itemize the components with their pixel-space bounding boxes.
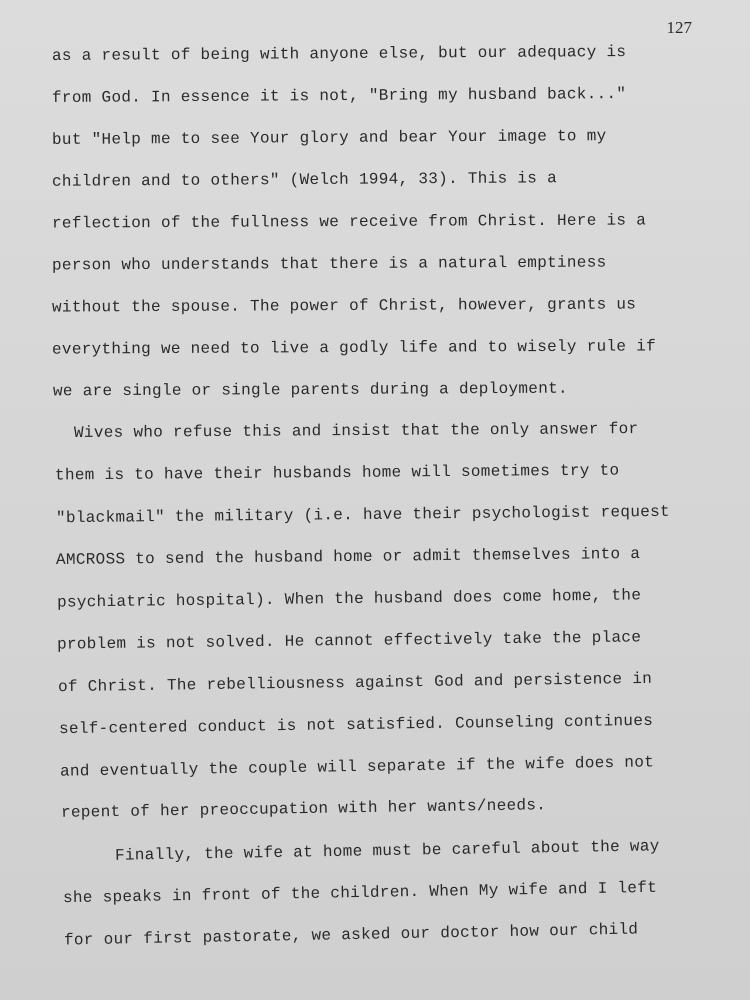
text-line: Wives who refuse this and insist that the only answer for <box>73 420 639 442</box>
text-line: children and to others" (Welch 1994, 33). This is a <box>51 169 558 191</box>
text-line: problem is not solved. He cannot effectively take the place <box>56 628 642 654</box>
text-line: Finally, the wife at home must be careful about the way <box>114 837 660 865</box>
page-number: 127 <box>666 18 692 37</box>
text-line: reflection of the fullness we receive from Christ. Here is a <box>51 211 647 233</box>
text-line: from God. In essence it is not, "Bring my husband back..." <box>51 84 627 108</box>
text-line: but "Help me to see Your glory and bear Your image to my <box>51 127 607 149</box>
text-line: them is to have their husbands home will sometimes try to <box>54 461 620 485</box>
text-line: AMCROSS to send the husband home or admit themselves into a <box>55 544 641 570</box>
text-line: as a result of being with anyone else, but our adequacy is <box>51 42 627 66</box>
text-line: person who understands that there is a natural emptiness <box>51 253 607 275</box>
text-line: everything we need to live a godly life and to wisely rule if <box>51 337 657 359</box>
text-line: repent of her preoccupation with her wants/needs. <box>60 796 547 822</box>
text-line: for our first pastorate, we asked our doctor how our child <box>63 920 639 950</box>
text-line: psychiatric hospital). When the husband does come home, the <box>56 586 642 612</box>
text-line: without the spouse. The power of Christ, however, grants us <box>51 295 637 317</box>
text-line: of Christ. The rebelliousness against God and persistence in <box>57 669 653 697</box>
text-line: and eventually the couple will separate if the wife does not <box>59 753 655 781</box>
text-line: we are single or single parents during a deployment. <box>52 379 568 401</box>
text-line: she speaks in front of the children. When My wife and I left <box>62 878 658 908</box>
text-line: "blackmail" the military (i.e. have their psychologist request <box>55 502 670 528</box>
text-line: self-centered conduct is not satisfied. Counseling continues <box>58 711 654 739</box>
